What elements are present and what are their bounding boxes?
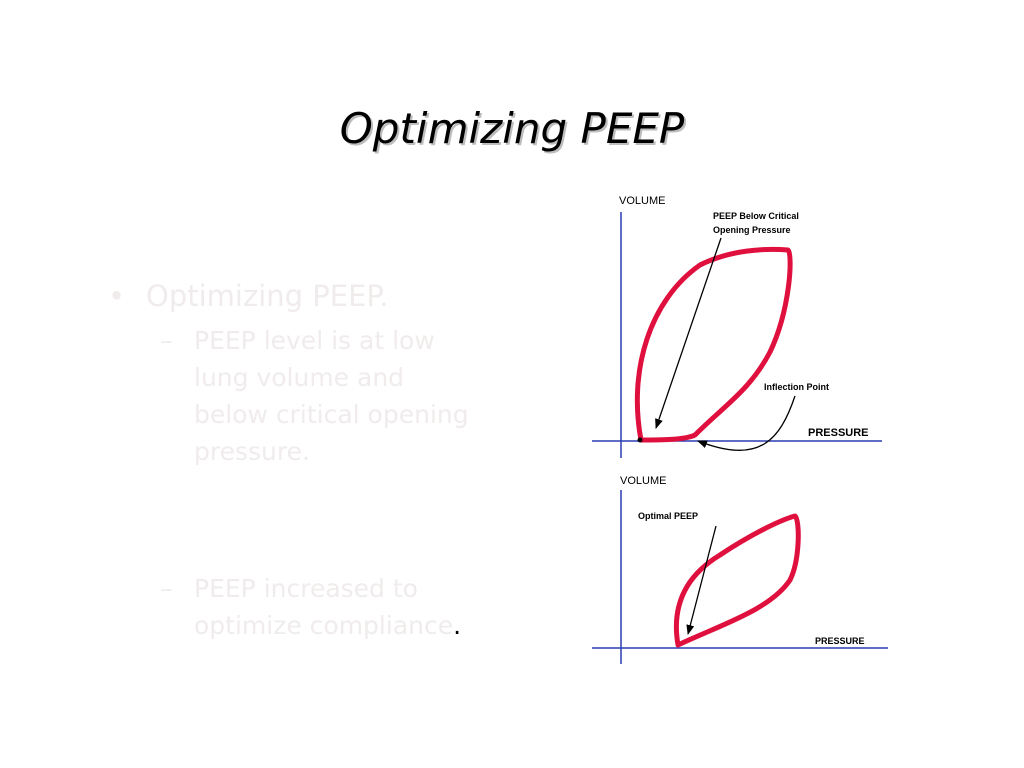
dash-mark: – bbox=[160, 326, 173, 355]
bullet-sub-2-period: . bbox=[453, 611, 462, 640]
top-x-axis-label: PRESSURE bbox=[808, 427, 869, 439]
bullet-dot: • bbox=[108, 279, 126, 313]
annotation-optimal-peep: Optimal PEEP bbox=[638, 511, 699, 521]
arrow-inflection-point bbox=[698, 396, 795, 450]
bottom-pv-loop bbox=[676, 516, 798, 645]
bottom-y-axis-label: VOLUME bbox=[620, 475, 667, 487]
bullet-sub-2-text: PEEP increased to optimize compliance bbox=[194, 574, 454, 640]
top-y-axis-label: VOLUME bbox=[619, 195, 666, 207]
bottom-pv-diagram bbox=[592, 475, 888, 664]
slide-title: Optimizing PEEP bbox=[339, 104, 685, 153]
peep-point bbox=[638, 438, 643, 443]
top-pv-diagram bbox=[592, 195, 882, 458]
annotation-inflection-point: Inflection Point bbox=[764, 382, 829, 392]
bullet-sub-1-text: PEEP level is at low lung volume and below critical opening pressure. bbox=[194, 326, 469, 466]
bottom-x-axis-label: PRESSURE bbox=[815, 636, 865, 646]
annotation-peep-below-line1: PEEP Below Critical bbox=[713, 211, 799, 221]
top-pv-loop bbox=[637, 249, 790, 440]
annotation-peep-below-line2: Opening Pressure bbox=[713, 225, 791, 235]
bullet-main-text: Optimizing PEEP. bbox=[146, 279, 389, 313]
dash-mark: – bbox=[160, 574, 173, 603]
arrow-peep-below bbox=[656, 238, 721, 428]
